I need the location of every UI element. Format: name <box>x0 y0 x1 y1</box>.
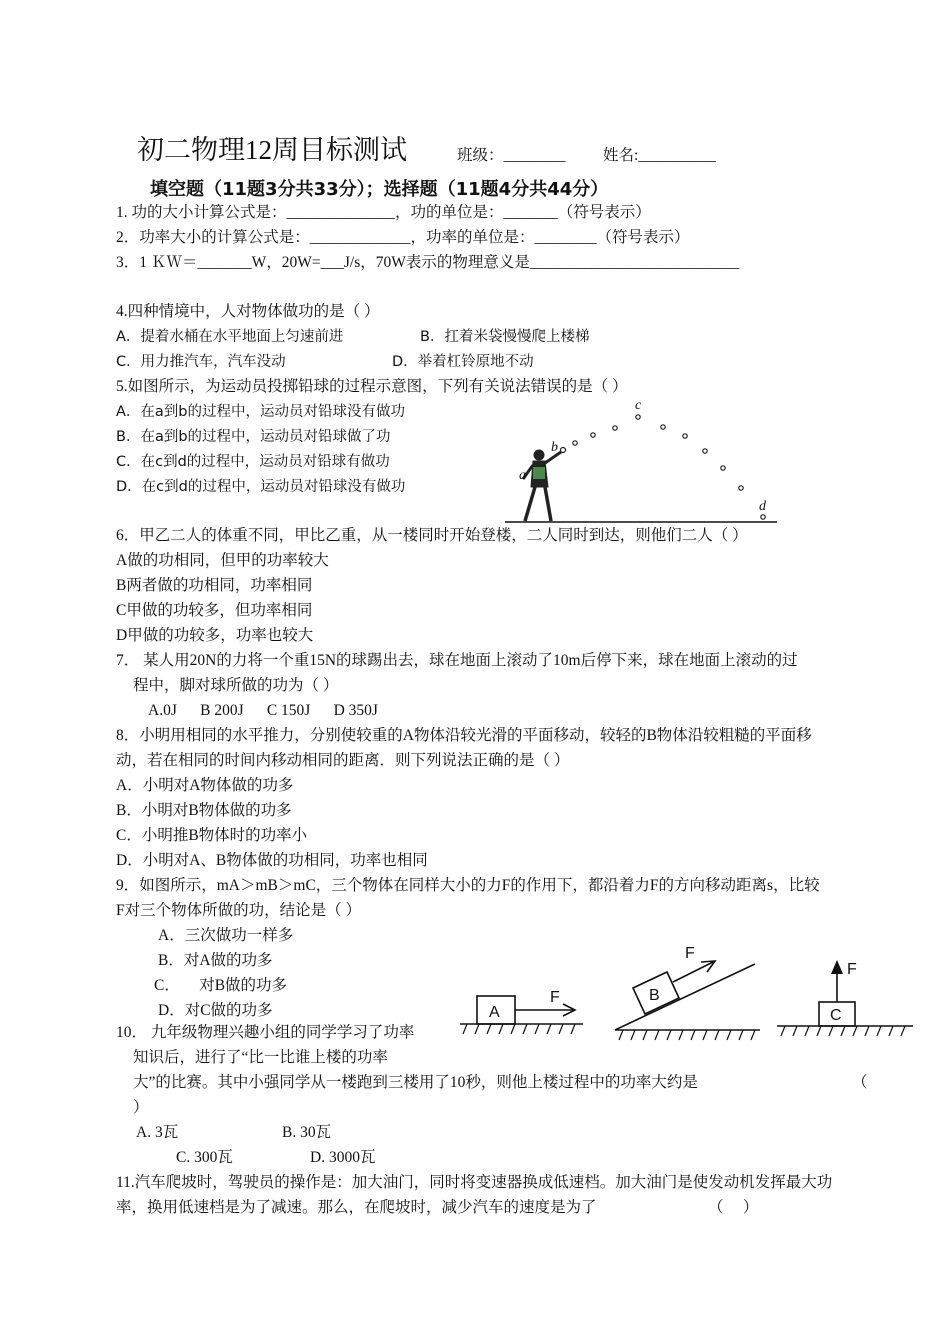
question-4-option-c: C．用力推汽车，汽车没动 <box>116 354 286 370</box>
question-8-stem-line1: 8．小明用相同的水平推力，分别使较重的A物体沿较光滑的平面移动，较轻的B物体沿较粗糙的平面移 <box>116 727 812 744</box>
label-B: B <box>649 987 660 1004</box>
question-10-option-a: A. 3瓦 <box>136 1124 179 1141</box>
question-9-option-a: A．三次做功一样多 <box>158 927 294 944</box>
label-C: C <box>830 1007 842 1024</box>
question-10-paren-open: （ <box>852 1074 868 1091</box>
question-2: 2．功率大小的计算公式是：_____________，功率的单位是：________（符号表示） <box>116 229 690 246</box>
shot-put-figure <box>505 395 790 530</box>
question-11-paren: （ ） <box>708 1199 759 1216</box>
label-d: d <box>759 499 766 514</box>
question-5-option-c: C．在c到d的过程中，运动员对铅球有做功 <box>116 454 390 470</box>
label-a: a <box>519 468 526 483</box>
question-5-stem: 5.如图所示，为运动员投掷铅球的过程示意图，下列有关说法错误的是（ ） <box>116 378 628 395</box>
question-9-option-d: D．对C做的功多 <box>158 1002 273 1019</box>
question-9-stem-line2: F对三个物体所做的功，结论是（ ） <box>116 902 361 919</box>
question-11-stem-line2: 率，换用低速档是为了减速。那么，在爬坡时，减少汽车的速度是为了 <box>116 1199 597 1216</box>
question-10-stem-line1: 10． 九年级物理兴趣小组的同学学习了功率 <box>116 1024 415 1041</box>
question-10-option-d: D. 3000瓦 <box>310 1149 376 1166</box>
force-label-c: F <box>847 961 857 978</box>
page-title: 初二物理12周目标测试 <box>137 135 407 165</box>
question-10-stem-line2: 知识后，进行了“比一比谁上楼的功率 <box>133 1049 388 1066</box>
class-field: 班级：________ <box>457 147 566 164</box>
question-9-option-c: C． 对B做的功多 <box>154 977 288 994</box>
question-10-option-c: C. 300瓦 <box>176 1149 233 1166</box>
trajectory <box>561 415 766 519</box>
question-4-option-d: D．举着杠铃原地不动 <box>392 354 534 370</box>
question-6-option-a: A做的功相同，但甲的功率较大 <box>116 552 329 569</box>
question-8-option-c: C．小明推B物体时的功率小 <box>116 827 308 844</box>
label-A: A <box>489 1004 500 1021</box>
question-10-option-b: B. 30瓦 <box>282 1124 332 1141</box>
force-figure <box>455 940 920 1045</box>
question-7-stem-line2: 程中，脚对球所做的功为（ ） <box>133 677 339 694</box>
force-label-a: F <box>550 989 560 1006</box>
question-4-stem: 4.四种情境中，人对物体做功的是（ ） <box>116 303 380 320</box>
question-6-option-d: D甲做的功较多，功率也较大 <box>116 627 314 644</box>
question-8-option-b: B．小明对B物体做的功多 <box>116 802 292 819</box>
question-1: 1. 功的大小计算公式是：______________，功的单位是：_______（符号表示） <box>116 204 651 221</box>
question-5-option-b: B．在a到b的过程中，运动员对铅球做了功 <box>116 429 391 445</box>
question-4-option-b: B．扛着米袋慢慢爬上楼梯 <box>420 329 590 345</box>
force-label-b: F <box>685 945 695 962</box>
question-7-stem-line1: 7． 某人用20N的力将一个重15N的球踢出去，球在地面上滚动了10m后停下来，球在地面上滚动的过 <box>116 652 798 669</box>
name-field: 姓名:__________ <box>603 147 716 164</box>
section-subtitle: 填空题（11题3分共33分）；选择题（11题4分共44分） <box>150 179 609 200</box>
question-4-option-a: A．提着水桶在水平地面上匀速前进 <box>116 329 344 345</box>
label-c: c <box>635 398 642 413</box>
label-b: b <box>551 440 558 455</box>
question-11-stem-line1: 11.汽车爬坡时，驾驶员的操作是：加大油门，同时将变速器换成低速档。加大油门是使发动机发挥最大功 <box>116 1174 833 1191</box>
question-9-option-b: B．对A做的功多 <box>158 952 273 969</box>
question-9-stem-line1: 9．如图所示，mA＞mB＞mC，三个物体在同样大小的力F的作用下，都沿着力F的方向移动距离s，比较 <box>116 877 820 894</box>
question-8-option-a: A．小明对A物体做的功多 <box>116 777 294 794</box>
question-8-option-d: D．小明对A、B物体做的功相同，功率也相同 <box>116 852 428 869</box>
question-3: 3．1 ＫＷ＝_______W，20W=___J/s，70W表示的物理意义是___________________________ <box>116 254 740 271</box>
question-5-option-d: D．在c到d的过程中，运动员对铅球没有做功 <box>116 479 406 495</box>
question-6-option-c: C甲做的功较多，但功率相同 <box>116 602 313 619</box>
question-5-option-a: A．在a到b的过程中，运动员对铅球没有做功 <box>116 404 406 420</box>
athlete-icon <box>523 450 561 521</box>
question-10-paren-close: ） <box>133 1099 149 1116</box>
question-6-stem: 6．甲乙二人的体重不同，甲比乙重，从一楼同时开始登楼，二人同时到达，则他们二人（ ） <box>116 527 748 544</box>
question-6-option-b: B两者做的功相同，功率相同 <box>116 577 313 594</box>
question-10-stem-line3: 大”的比赛。其中小强同学从一楼跑到三楼用了10秒，则他上楼过程中的功率大约是 <box>133 1074 698 1091</box>
question-8-stem-line2: 动，若在相同的时间内移动相同的距离．则下列说法正确的是（ ） <box>116 752 570 769</box>
question-7-options: A.0J B 200J C 150J D 350J <box>148 702 378 719</box>
